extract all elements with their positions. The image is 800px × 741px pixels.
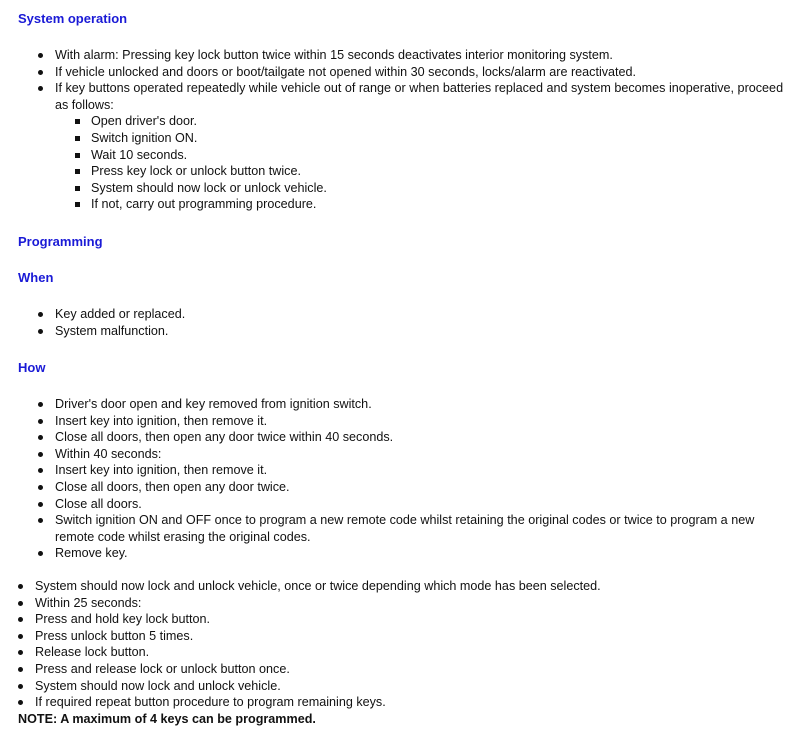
list-item: Within 25 seconds: [35, 595, 790, 612]
how-list [55, 396, 790, 562]
sub-list-item: Switch ignition ON. [91, 130, 790, 147]
section-heading-system-operation: System operation [18, 11, 128, 26]
list-item: Driver's door open and key removed from ignition switch. [55, 396, 790, 413]
list-item: Within 40 seconds: [55, 446, 790, 463]
list-item: Insert key into ignition, then remove it. [55, 413, 790, 430]
list-item: Close all doors. [55, 496, 790, 513]
list-item: Switch ignition ON and OFF once to program a new remote code whilst retaining the original codes or twice to program a new remote code whilst erasing the original codes. [55, 512, 790, 545]
section-heading-when: When [18, 270, 54, 285]
list-item: With alarm: Pressing key lock button twice within 15 seconds deactivates interior monitoring system. [55, 47, 790, 64]
list-item: If vehicle unlocked and doors or boot/tailgate not opened within 30 seconds, locks/alarm are reactivated. [55, 64, 790, 81]
sub-list-item: Open driver's door. [91, 113, 790, 130]
list-item: System should now lock and unlock vehicle. [35, 678, 790, 695]
list-item: Press unlock button 5 times. [35, 628, 790, 645]
list-item: System should now lock and unlock vehicle, once or twice depending which mode has been selected. [35, 578, 790, 595]
system-operation-list [55, 47, 790, 213]
list-item-text: If key buttons operated repeatedly while vehicle out of range or when batteries replaced and system becomes inoperative, proceed as follows: [55, 81, 784, 112]
list-item: Key added or replaced. [55, 306, 790, 323]
list-item: Press and release lock or unlock button once. [35, 661, 790, 678]
system-operation-sublist [91, 113, 790, 213]
section-heading-how: How [18, 360, 46, 375]
list-item: Insert key into ignition, then remove it. [55, 462, 790, 479]
list-item: If required repeat button procedure to program remaining keys. [35, 694, 790, 711]
how-outer-list [35, 578, 790, 711]
list-item: System malfunction. [55, 323, 790, 340]
sub-list-item: If not, carry out programming procedure. [91, 196, 790, 213]
list-item: Press and hold key lock button. [35, 611, 790, 628]
note-text: NOTE: A maximum of 4 keys can be programmed. [18, 712, 316, 726]
list-item [55, 80, 790, 213]
sub-list-item: Wait 10 seconds. [91, 147, 790, 164]
sub-list-item: Press key lock or unlock button twice. [91, 163, 790, 180]
list-item: Close all doors, then open any door twice within 40 seconds. [55, 429, 790, 446]
list-item: Release lock button. [35, 644, 790, 661]
section-heading-programming: Programming [18, 234, 103, 249]
when-list [55, 306, 790, 339]
list-item: Remove key. [55, 545, 790, 562]
sub-list-item: System should now lock or unlock vehicle. [91, 180, 790, 197]
list-item: Close all doors, then open any door twice. [55, 479, 790, 496]
